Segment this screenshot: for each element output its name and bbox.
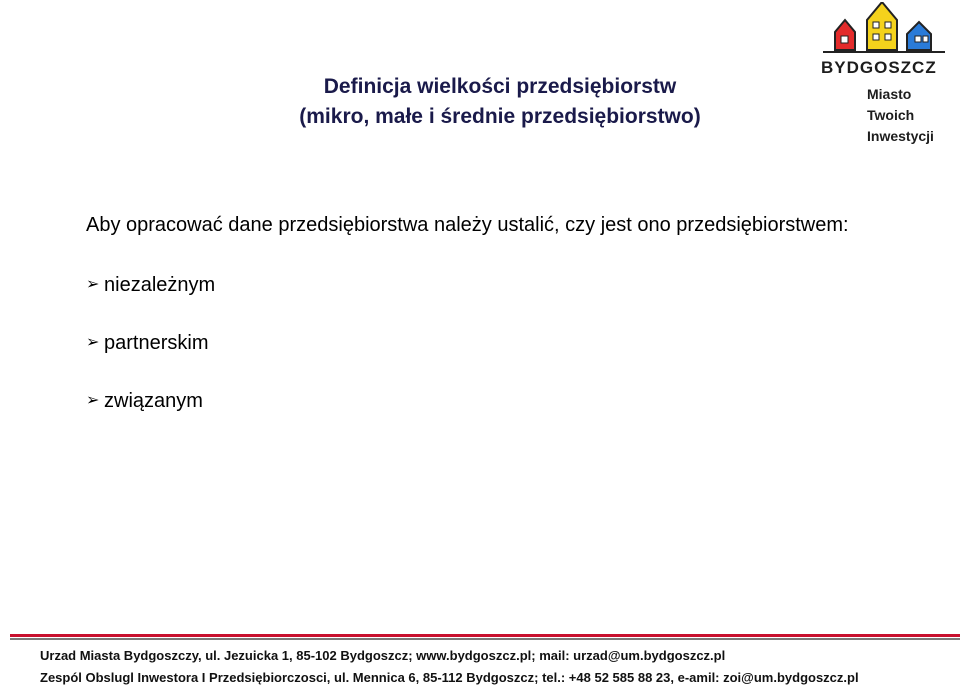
houses-icon xyxy=(815,2,955,62)
footer-divider-red xyxy=(10,634,960,637)
logo-city-name: BYDGOSZCZ xyxy=(821,58,937,77)
list-item-text: niezależnym xyxy=(104,274,216,296)
arrow-bullet-icon: ➢ xyxy=(86,276,100,293)
list-item xyxy=(86,272,215,330)
arrow-bullet-icon: ➢ xyxy=(86,392,100,409)
footer-address-line: Urzad Miasta Bydgoszczy, ul. Jezuicka 1, 85-102 Bydgoszcz; www.bydgoszcz.pl; mail: urzad@um.bydgoszcz.pl xyxy=(40,648,726,663)
logo-slogan xyxy=(867,84,934,147)
logo-slogan-line: Miasto xyxy=(867,86,912,102)
title-line-1: Definicja wielkości przedsiębiorstw xyxy=(323,75,677,98)
slide-title xyxy=(200,72,800,132)
logo-slogan-line: Inwestycji xyxy=(867,128,934,144)
list-item xyxy=(86,388,215,446)
title-line-2: (mikro, małe i średnie przedsiębiorstwo) xyxy=(299,105,701,128)
logo-slogan-line: Twoich xyxy=(867,107,915,123)
bullet-list xyxy=(86,272,215,446)
list-item-text: związanym xyxy=(104,390,203,412)
footer-divider-gray xyxy=(10,638,960,640)
bydgoszcz-logo xyxy=(815,2,955,152)
footer-contact-line: Zespól Obslugl Inwestora I Przedsiębiorczosci, ul. Mennica 6, 85-112 Bydgoszcz; tel.: +48 52 585 88 23, e-amil: zoi@um.bydgoszcz.pl xyxy=(40,670,859,685)
list-item xyxy=(86,330,215,388)
intro-text: Aby opracować dane przedsiębiorstwa należy ustalić, czy jest ono przedsiębiorstwem: xyxy=(86,214,849,236)
arrow-bullet-icon: ➢ xyxy=(86,334,100,351)
list-item-text: partnerskim xyxy=(104,332,209,354)
